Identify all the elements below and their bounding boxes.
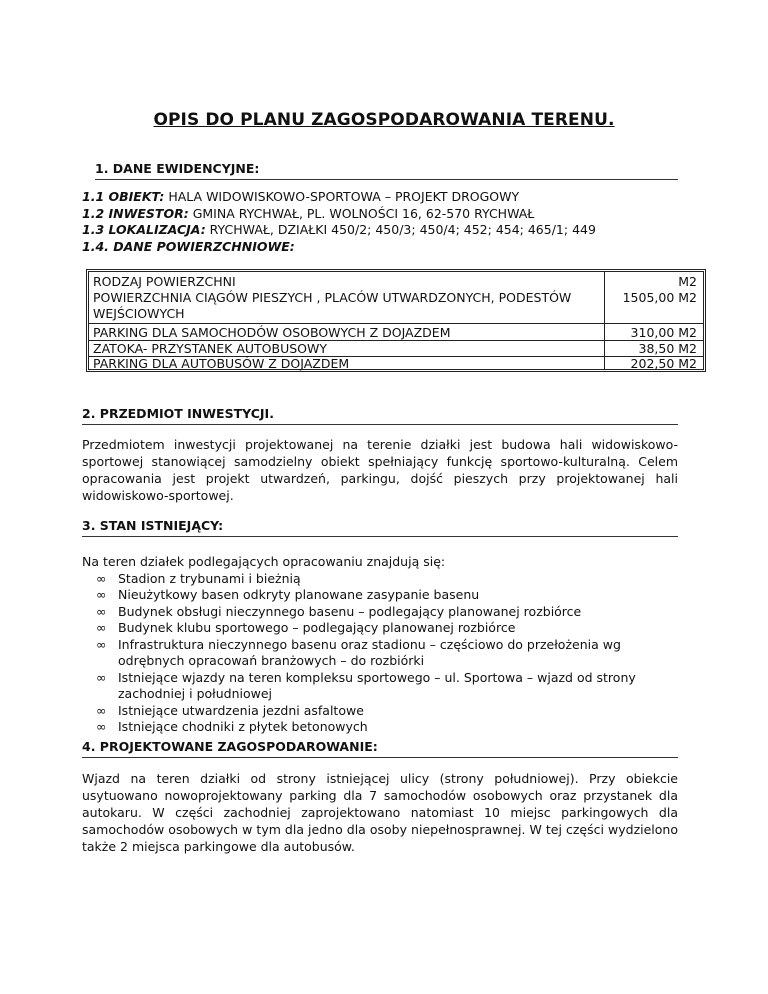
list-item-text: Budynek klubu sportowego – podlegający planowanej rozbiórce [118,620,516,635]
list-item-text: Istniejące wjazdy na teren kompleksu sportowego – ul. Sportowa – wjazd od strony zachodniej i południowej [118,669,636,701]
meta-line-object [82,189,596,206]
list-item [82,604,678,621]
meta-line-area [82,239,596,256]
table-column-divider [604,272,605,369]
list-item-text: Istniejące chodniki z płytek betonowych [118,719,368,734]
infinity-bullet-icon: ∞ [96,570,107,586]
list-item-text: Stadion z trybunami i bieżnią [118,570,301,586]
table-cell-value: 202,50 M2 [630,356,697,371]
section-2-heading: 2. PRZEDMIOT INWESTYCJI. [82,406,678,425]
existing-state-list [82,554,678,736]
list-item [82,719,678,736]
infinity-bullet-icon: ∞ [96,636,107,652]
infinity-bullet-icon: ∞ [96,669,107,685]
list-item [82,670,678,703]
meta-label: 1.1 OBIEKT: [82,189,165,204]
infinity-bullet-icon: ∞ [96,620,107,635]
list-item-text: Istniejące utwardzenia jezdni asfaltowe [118,702,364,718]
infinity-bullet-icon: ∞ [96,702,107,718]
meta-line-investor [82,206,596,223]
table-cell-label: PARKING DLA AUTOBUSÓW Z DOJAZDEM [93,356,350,371]
list-item [82,637,678,670]
table-header-label: RODZAJ POWIERZCHNI [93,274,236,289]
list-item [82,571,678,588]
table-cell-value: 310,00 M2 [630,325,697,340]
table-rule [89,323,703,324]
list-item-text: Infrastruktura nieczynnego basenu oraz stadionu – częściowo do przełożenia wg odrębnych opracowań branżowych – do rozbiórki [118,636,621,668]
list-item [82,587,678,604]
infinity-bullet-icon: ∞ [96,603,107,619]
table-cell-label: POWIERZCHNIA CIĄGÓW PIESZYCH , PLACÓW UTWARDZONYCH, PODESTÓW WEJŚCIOWYCH [93,290,572,321]
list-intro: Na teren działek podlegających opracowaniu znajdują się: [82,554,446,569]
infinity-bullet-icon: ∞ [96,587,107,602]
meta-value: GMINA RYCHWAŁ, PL. WOLNOŚCI 16, 62-570 RYCHWAŁ [188,205,535,221]
table-header-unit: M2 [678,274,697,289]
table-cell-label: ZATOKA- PRZYSTANEK AUTOBUSOWY [93,341,328,356]
meta-value: HALA WIDOWISKOWO-SPORTOWA – PROJEKT DROGOWY [164,189,520,204]
section-1-heading: 1. DANE EWIDENCYJNE: [95,161,678,180]
list-item-text: Budynek obsługi nieczynnego basenu – podlegający planowanej rozbiórce [118,603,582,619]
section-4-text: Wjazd na teren działki od strony istniejącej ulicy (strony południowej). Przy obiekcie usytuowano nowoprojektowany parking dla 7 samochodów osobowych oraz przystanek dla autokaru. W części zachodniej zaprojektowano natomiast 10 miejsc parkingowych dla samochodów osobowych w tym dla jedno dla osoby niepełnosprawnej. W tej części wydzielono także 2 miejsca parkingowe dla autobusów. [82,771,678,854]
document-title: OPIS DO PLANU ZAGOSPODAROWANIA TERENU. [153,110,615,130]
table-cell-value: 38,50 M2 [638,341,697,356]
area-table [86,269,706,372]
list-item-text: Nieużytkowy basen odkryty planowane zasypanie basenu [118,587,480,602]
meta-value: RYCHWAŁ, DZIAŁKI 450/2; 450/3; 450/4; 452; 454; 465/1; 449 [205,222,596,237]
meta-label: 1.2 INWESTOR: [82,205,189,221]
section-2-text: Przedmiotem inwestycji projektowanej na terenie działki jest budowa hali widowiskowo-sportowej stanowiącej samodzielny obiekt spełniający funkcję sportowo-kulturalną. Celem opracowania jest projekt utwardzeń, parkingu, dojść pieszych przy projektowanej hali widowiskowo-sportowej. [82,437,678,503]
table-cell-value: 1505,00 M2 [622,290,697,305]
registry-data [82,189,596,255]
section-3-heading: 3. STAN ISTNIEJĄCY: [82,518,678,537]
meta-label: 1.3 LOKALIZACJA: [82,222,206,237]
infinity-bullet-icon: ∞ [96,719,107,734]
section-4-heading: 4. PROJEKTOWANE ZAGOSPODAROWANIE: [82,739,678,758]
meta-line-location [82,222,596,239]
list-item [82,620,678,637]
meta-label: 1.4. DANE POWIERZCHNIOWE: [82,238,295,254]
table-cell-label: PARKING DLA SAMOCHODÓW OSOBOWYCH Z DOJAZDEM [93,325,451,340]
list-item [82,703,678,720]
